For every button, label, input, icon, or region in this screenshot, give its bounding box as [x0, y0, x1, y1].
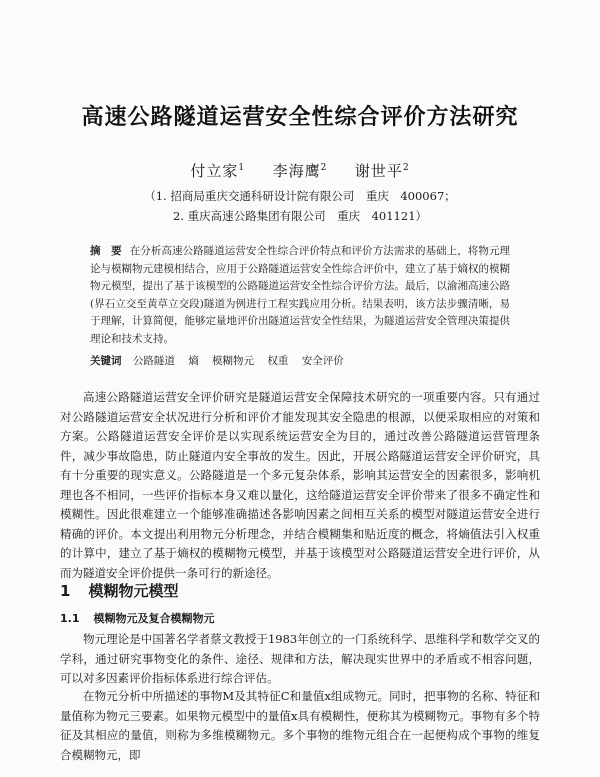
body-paragraph: 在物元分析中所描述的事物M及其特征C和量值x组成物元。同时，把事物的名称、特征和量值称为物元三要素。如果物元模型中的量值x具有模糊性，便称其为模糊物元。事物有多个特征及其相应的量值，则称为多维模糊物元。多个事物的维物元组合在一起便构成个事物的维复合模糊物元，即 — [60, 689, 540, 762]
keyword: 权重 — [267, 355, 289, 367]
section-title: 模糊物元模型 — [88, 582, 179, 600]
keyword: 熵 — [188, 355, 199, 367]
author-name: 李海鹰 — [272, 162, 321, 180]
affiliation-line: （1. 招商局重庆交通科研设计院有限公司 重庆 400067； — [144, 189, 456, 203]
abstract-text: 在分析高速公路隧道运营安全性综合评价特点和评价方法需求的基础上，将物元理论与模糊物元建模相结合，应用于公路隧道运营安全性综合评价中，建立了基于熵权的模糊物元模型，提出了基于该模型的公路隧道运营安全性综合评价方法。最后，以渝湘高速公路(界石立交至黄草立交段)隧道为例进行工程实践应用分析。结果表明，该方法步骤清晰，易于理解，计算简便，能够定量地评价出隧道运营安全性结果，为隧道运营安全管理决策提供理论和技术支持。 — [90, 245, 511, 345]
author-affil-mark: 2 — [320, 163, 328, 173]
intro-paragraph: 高速公路隧道运营安全评价研究是隧道运营安全保障技术研究的一项重要内容。只有通过对公路隧道运营安全状况进行分析和评价才能发现其安全隐患的根源，以便采取相应的对策和方案。公路隧道运营安全评价是以实现系统运营安全为目的，通过改善公路隧道运营管理条件，减少事故隐患，防止隧道内安全事故的发生。因此，开展公路隧道运营安全评价研究，具有十分重要的现实意义。公路隧道是一个多元复杂体系，影响其运营安全的因素很多，影响机理也各不相同，一些评价指标本身又难以量化，这给隧道运营安全评价带来了很多不确定性和模糊性。因此很难建立一个能够准确描述各影响因素之间相互关系的模型对隧道运营安全进行精确的评价。本文提出利用物元分析理念，并结合模糊集和贴近度的概念，将熵值法引入权重的计算中，建立了基于熵权的模糊物元模型，并基于该模型对公路隧道运营安全进行评价，从而为隧道安全评价提供一条可行的新途径。 — [60, 390, 540, 580]
keyword: 公路隧道 — [132, 355, 175, 367]
body-paragraph: 物元理论是中国著名学者蔡文教授于1983年创立的一门系统科学、思维科学和数学交叉的学科，通过研究事物变化的条件、途径、规律和方法，解决现实世界中的矛盾或不相容问题，可以对多因素评价指标体系进行综合评估。 — [60, 632, 540, 685]
author-name: 付立家 — [190, 162, 239, 180]
keyword: 模糊物元 — [212, 355, 255, 367]
section-heading — [60, 580, 178, 601]
section-number: 1 — [60, 582, 71, 600]
abstract-label: 摘 要 — [90, 245, 122, 257]
keywords-label: 关键词 — [90, 355, 122, 367]
author-affil-mark: 2 — [402, 163, 410, 173]
subsection-title: 模糊物元及复合模糊物元 — [93, 612, 215, 625]
abstract — [90, 243, 510, 348]
author-list — [0, 160, 600, 181]
author-name: 谢世平 — [354, 162, 403, 180]
keyword: 安全评价 — [301, 355, 344, 367]
author-affil-mark: 1 — [238, 163, 246, 173]
subsection-heading — [60, 610, 215, 626]
subsection-number: 1.1 — [60, 612, 80, 625]
keywords — [90, 353, 510, 368]
affiliation-line: 2. 重庆高速公路集团有限公司 重庆 401121） — [172, 209, 428, 223]
paper-title: 高速公路隧道运营安全性综合评价方法研究 — [81, 105, 519, 130]
